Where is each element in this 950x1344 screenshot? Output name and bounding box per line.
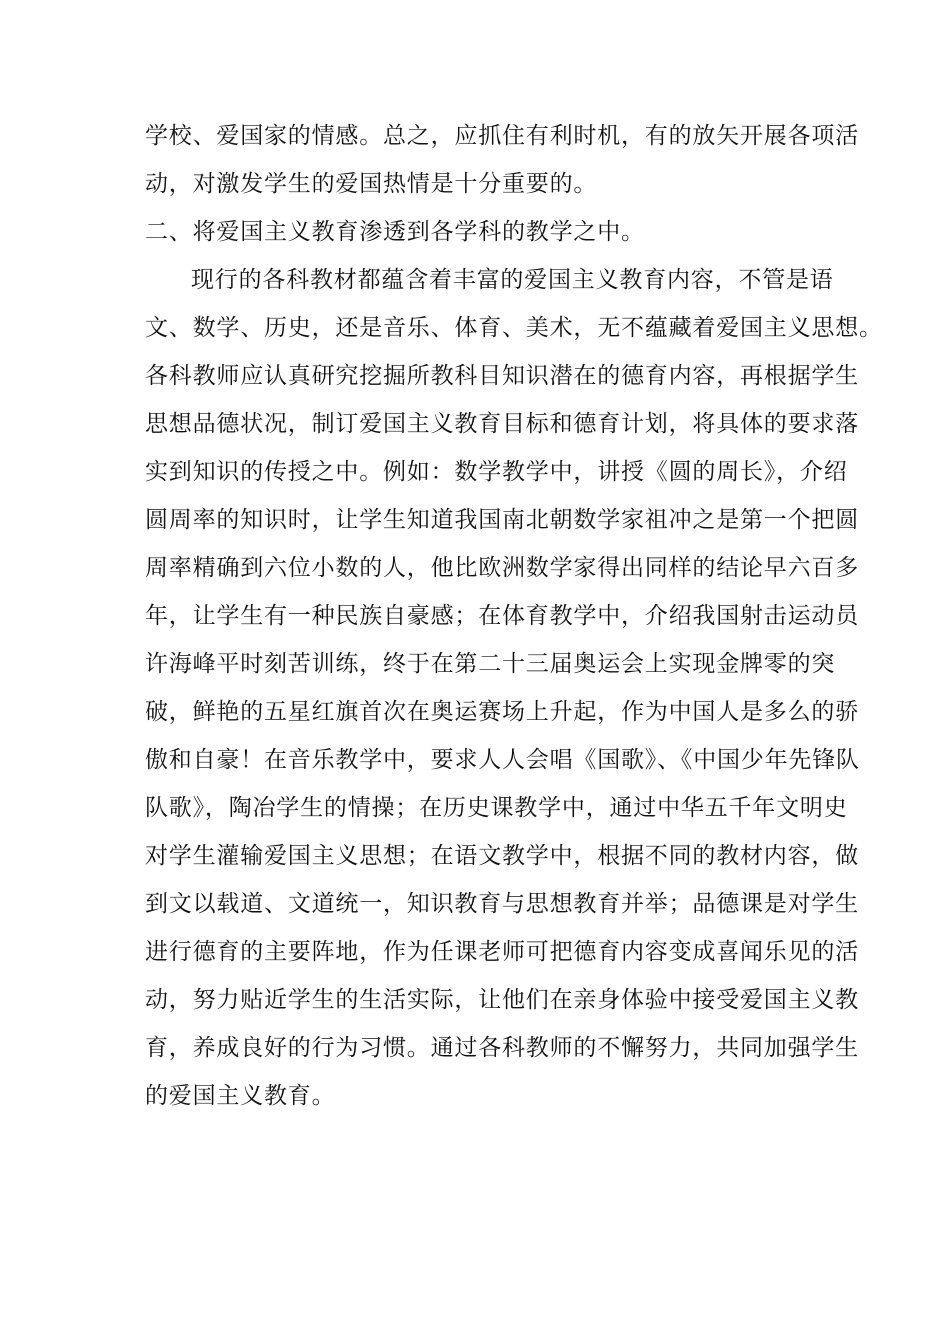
text-line: 的爱国主义教育。 bbox=[145, 1083, 336, 1109]
text-line: 实到知识的传授之中。例如：数学教学中，讲授《圆的周长》，介绍 bbox=[145, 459, 848, 485]
text-line: 学校、爱国家的情感。总之，应抓住有利时机，有的放矢开展各项活 bbox=[145, 123, 859, 149]
paragraph-first-line: 现行的各科教材都蕴含着丰富的爱国主义教育内容，不管是语 bbox=[191, 267, 834, 293]
text-line: 动，对激发学生的爱国热情是十分重要的。 bbox=[145, 171, 598, 197]
text-line: 文、数学、历史，还是音乐、体育、美术，无不蕴藏着爱国主义思想。 bbox=[145, 315, 883, 341]
text-line: 各科教师应认真研究挖掘所教科目知识潜在的德育内容，再根据学生 bbox=[145, 363, 859, 389]
text-line: 动，努力贴近学生的生活实际，让他们在亲身体验中接受爱国主义教 bbox=[145, 987, 859, 1013]
text-line: 傲和自豪！在音乐教学中，要求人人会唱《国歌》、《中国少年先锋队 bbox=[145, 747, 860, 773]
text-line: 周率精确到六位小数的人，他比欧洲数学家得出同样的结论早六百多 bbox=[145, 555, 859, 581]
section-heading: 二、将爱国主义教育渗透到各学科的教学之中。 bbox=[145, 219, 645, 245]
text-line: 许海峰平时刻苦训练，终于在第二十三届奥运会上实现金牌零的突 bbox=[145, 651, 836, 677]
text-line: 对学生灌输爱国主义思想；在语文教学中，根据不同的教材内容，做 bbox=[145, 843, 859, 869]
text-line: 破，鲜艳的五星红旗首次在奥运赛场上升起，作为中国人是多么的骄 bbox=[145, 699, 859, 725]
text-line: 圆周率的知识时，让学生知道我国南北朝数学家祖冲之是第一个把圆 bbox=[145, 507, 859, 533]
text-line: 育，养成良好的行为习惯。通过各科教师的不懈努力，共同加强学生 bbox=[145, 1035, 859, 1061]
text-line: 思想品德状况，制订爱国主义教育目标和德育计划，将具体的要求落 bbox=[145, 411, 859, 437]
text-line: 到文以载道、文道统一，知识教育与思想教育并举；品德课是对学生 bbox=[145, 891, 859, 917]
document-body bbox=[145, 112, 883, 1120]
text-line: 进行德育的主要阵地，作为任课老师可把德育内容变成喜闻乐见的活 bbox=[145, 939, 859, 965]
text-line: 队歌》，陶冶学生的情操；在历史课教学中，通过中华五千年文明史 bbox=[145, 795, 848, 821]
text-line: 年，让学生有一种民族自豪感；在体育教学中，介绍我国射击运动员 bbox=[145, 603, 859, 629]
